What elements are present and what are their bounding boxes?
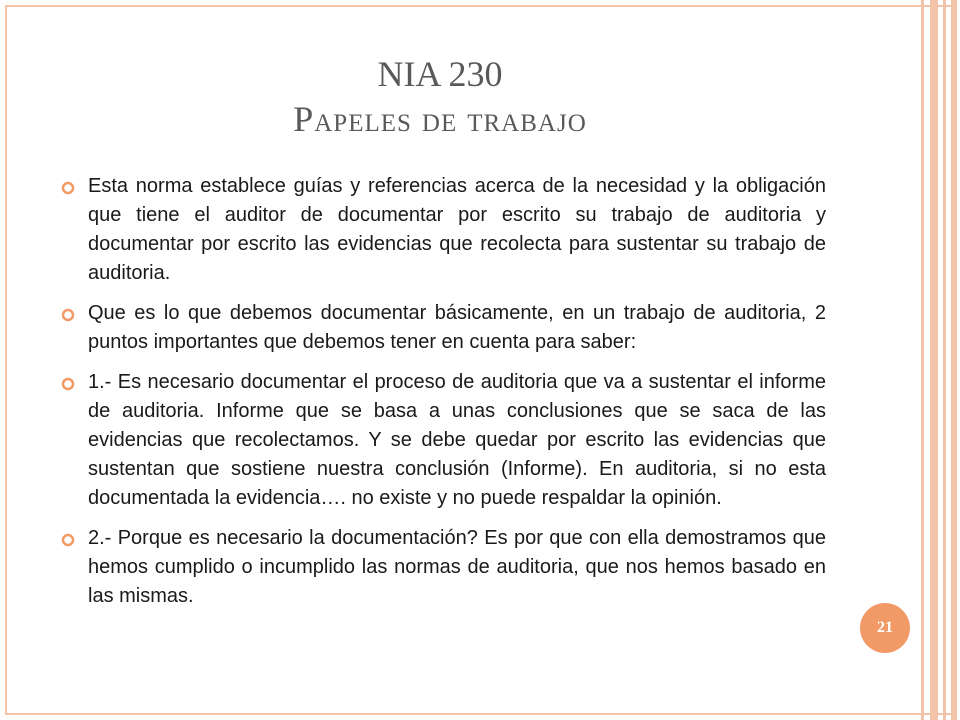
- ring-bullet-icon: [60, 376, 76, 392]
- bullet-text: 2.- Porque es necesario la documentación? Es por que con ella demostramos que hemos cumplido o incumplido las normas de auditoria, que nos hemos basado en las mismas.: [88, 527, 826, 607]
- bullet-item: [58, 368, 826, 513]
- bullet-text: Que es lo que debemos documentar básicamente, en un trabajo de auditoria, 2 puntos importantes que debemos tener en cuenta para saber:: [88, 302, 826, 353]
- ring-bullet-icon: [60, 307, 76, 323]
- bullet-text: Esta norma establece guías y referencias acerca de la necesidad y la obligación que tiene el auditor de documentar por escrito su trabajo de auditoria y documentar por escrito las evidencias que recolecta para sustentar su trabajo de auditoria.: [88, 175, 826, 284]
- bullet-text: 1.- Es necesario documentar el proceso de auditoria que va a sustentar el informe de auditoria. Informe que se basa a unas conclusiones que se saca de las evidencias que recolectamos. Y se debe quedar por escrito las evidencias que sustentan que sostiene nuestra conclusión (Informe). En auditoria, si no esta documentada la evidencia…. no existe y no puede respaldar la opinión.: [88, 371, 826, 509]
- ring-bullet-icon: [60, 532, 76, 548]
- slide-title: [0, 52, 880, 142]
- bullet-list: [58, 172, 826, 622]
- ring-bullet-icon: [60, 180, 76, 196]
- bullet-item: [58, 524, 826, 611]
- title-line-2: Papeles de trabajo: [293, 99, 587, 139]
- page-number: 21: [877, 619, 893, 636]
- bullet-item: [58, 172, 826, 288]
- title-line-1: NIA 230: [377, 54, 503, 94]
- page-number-badge: [860, 603, 910, 653]
- bullet-item: [58, 299, 826, 357]
